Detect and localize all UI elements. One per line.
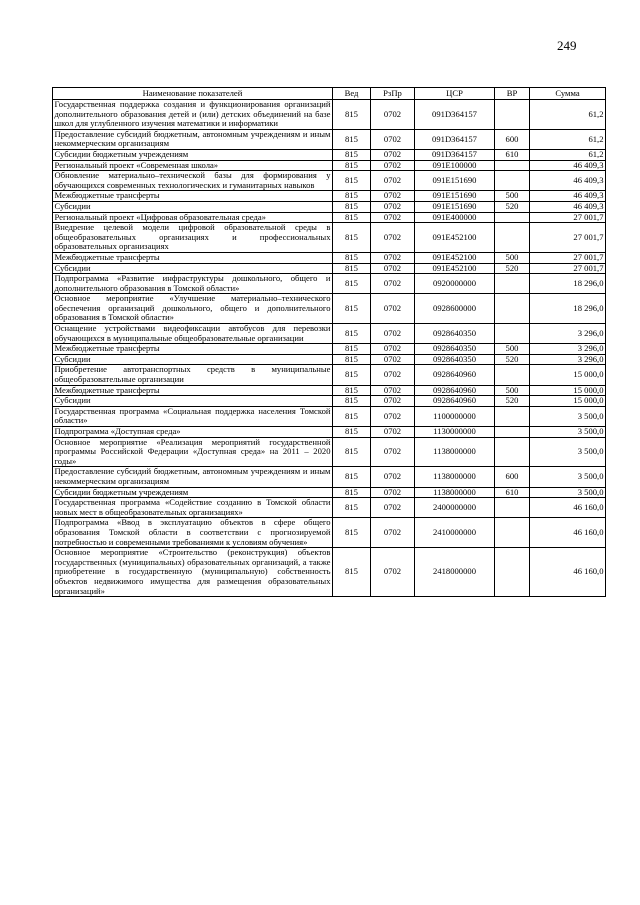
table-row xyxy=(53,252,606,263)
row-sum-cell: 15 000,0 xyxy=(530,365,606,385)
row-sum-cell: 18 296,0 xyxy=(530,274,606,294)
row-rzpr-cell: 0702 xyxy=(371,548,415,597)
row-ved-cell: 815 xyxy=(333,437,371,467)
row-rzpr-cell: 0702 xyxy=(371,324,415,344)
row-ved-cell: 815 xyxy=(333,518,371,548)
row-name-cell: Обновление материально–технической базы для формирования у обучающихся современных технологических и гуманитарных навыков xyxy=(54,170,331,190)
row-rzpr-cell: 0702 xyxy=(371,437,415,467)
row-name-cell: Региональный проект «Современная школа» xyxy=(53,160,333,171)
row-sum-cell: 27 001,7 xyxy=(530,263,606,274)
table-row xyxy=(53,100,606,130)
row-sum-cell: 3 500,0 xyxy=(530,406,606,426)
table-header-row xyxy=(53,88,606,100)
row-csr-cell: 091E452100 xyxy=(415,263,495,274)
row-ved-cell: 815 xyxy=(333,467,371,487)
row-sum-cell: 46 409,3 xyxy=(530,201,606,212)
row-vr-cell xyxy=(495,427,530,438)
row-csr-cell: 091D364157 xyxy=(415,100,495,130)
row-ved-cell: 815 xyxy=(333,498,371,518)
row-csr-cell: 0928640350 xyxy=(415,344,495,355)
column-header-rzpr: РзПр xyxy=(371,88,415,100)
row-name-cell: Региональный проект «Цифровая образовательная среда» xyxy=(53,212,333,223)
row-rzpr-cell: 0702 xyxy=(371,171,415,191)
row-csr-cell: 091D364157 xyxy=(415,149,495,160)
row-ved-cell: 815 xyxy=(333,385,371,396)
row-csr-cell: 0928600000 xyxy=(415,294,495,324)
row-rzpr-cell: 0702 xyxy=(371,365,415,385)
row-rzpr-cell: 0702 xyxy=(371,100,415,130)
row-name-cell: Субсидии xyxy=(53,396,333,407)
table-row xyxy=(53,129,606,149)
row-vr-cell: 500 xyxy=(495,385,530,396)
row-sum-cell: 27 001,7 xyxy=(530,252,606,263)
row-rzpr-cell: 0702 xyxy=(371,518,415,548)
table-row xyxy=(53,396,606,407)
table-row xyxy=(53,354,606,365)
row-sum-cell: 15 000,0 xyxy=(530,396,606,407)
row-vr-cell xyxy=(495,171,530,191)
row-name-cell: Приобретение автотранспортных средств в муниципальные общеобразовательные организации xyxy=(54,364,331,385)
row-name-cell: Государственная программа «Содействие созданию в Томской области новых мест в общеобразовательных организациях» xyxy=(54,497,331,517)
row-rzpr-cell: 0702 xyxy=(371,344,415,355)
row-csr-cell: 2418000000 xyxy=(415,548,495,597)
table-row xyxy=(53,406,606,426)
row-ved-cell: 815 xyxy=(333,344,371,355)
budget-table xyxy=(52,87,606,597)
row-rzpr-cell: 0702 xyxy=(371,294,415,324)
row-sum-cell: 46 409,3 xyxy=(530,191,606,202)
row-ved-cell: 815 xyxy=(333,487,371,498)
row-sum-cell: 46 160,0 xyxy=(530,518,606,548)
row-vr-cell xyxy=(495,160,530,171)
row-vr-cell: 500 xyxy=(495,252,530,263)
row-ved-cell: 815 xyxy=(333,406,371,426)
row-vr-cell xyxy=(495,548,530,597)
row-csr-cell: 1138000000 xyxy=(415,467,495,487)
row-ved-cell: 815 xyxy=(333,100,371,130)
row-csr-cell: 2400000000 xyxy=(415,498,495,518)
row-vr-cell: 600 xyxy=(495,467,530,487)
table-row xyxy=(53,427,606,438)
row-vr-cell xyxy=(495,498,530,518)
row-vr-cell xyxy=(495,274,530,294)
row-csr-cell: 091E452100 xyxy=(415,223,495,253)
row-sum-cell: 61,2 xyxy=(530,129,606,149)
row-csr-cell: 1100000000 xyxy=(415,406,495,426)
table-row xyxy=(53,498,606,518)
row-rzpr-cell: 0702 xyxy=(371,487,415,498)
row-ved-cell: 815 xyxy=(333,160,371,171)
row-vr-cell: 610 xyxy=(495,487,530,498)
row-rzpr-cell: 0702 xyxy=(371,212,415,223)
row-sum-cell: 27 001,7 xyxy=(530,223,606,253)
row-ved-cell: 815 xyxy=(333,365,371,385)
row-csr-cell: 091E100000 xyxy=(415,160,495,171)
row-vr-cell: 520 xyxy=(495,354,530,365)
row-ved-cell: 815 xyxy=(333,427,371,438)
row-rzpr-cell: 0702 xyxy=(371,467,415,487)
table-row xyxy=(53,437,606,467)
row-name-cell: Межбюджетные трансферты xyxy=(53,191,333,202)
table-row xyxy=(53,344,606,355)
column-header-ved: Вед xyxy=(333,88,371,100)
table-row xyxy=(53,149,606,160)
table-row xyxy=(53,212,606,223)
row-rzpr-cell: 0702 xyxy=(371,263,415,274)
row-vr-cell xyxy=(495,437,530,467)
row-sum-cell: 3 500,0 xyxy=(530,467,606,487)
row-rzpr-cell: 0702 xyxy=(371,498,415,518)
row-sum-cell: 3 500,0 xyxy=(530,427,606,438)
table-row xyxy=(53,294,606,324)
row-name-cell: Основное мероприятие «Улучшение материально–технического обеспечения организаций дошкольного, общего и дополнительного образования в Томской области» xyxy=(54,293,331,323)
row-rzpr-cell: 0702 xyxy=(371,160,415,171)
table-row xyxy=(53,365,606,385)
row-name-cell: Субсидии бюджетным учреждениям xyxy=(53,487,333,498)
page-number: 249 xyxy=(557,38,577,53)
row-ved-cell: 815 xyxy=(333,274,371,294)
row-name-cell: Подпрограмма «Развитие инфраструктуры дошкольного, общего и дополнительного образования в Томской области» xyxy=(54,273,331,293)
row-csr-cell: 0928640960 xyxy=(415,385,495,396)
row-csr-cell: 0928640960 xyxy=(415,396,495,407)
row-name-cell: Государственная программа «Социальная поддержка населения Томской области» xyxy=(54,405,331,426)
row-csr-cell: 0928640350 xyxy=(415,354,495,365)
column-header-sum: Сумма xyxy=(530,88,606,100)
row-csr-cell: 1138000000 xyxy=(415,487,495,498)
row-vr-cell: 520 xyxy=(495,396,530,407)
row-sum-cell: 61,2 xyxy=(530,149,606,160)
row-rzpr-cell: 0702 xyxy=(371,406,415,426)
row-rzpr-cell: 0702 xyxy=(371,396,415,407)
row-sum-cell: 46 409,3 xyxy=(530,160,606,171)
row-ved-cell: 815 xyxy=(333,294,371,324)
row-csr-cell: 0928640960 xyxy=(415,365,495,385)
table-row xyxy=(53,201,606,212)
row-sum-cell: 3 296,0 xyxy=(530,344,606,355)
row-rzpr-cell: 0702 xyxy=(371,149,415,160)
table-row xyxy=(53,223,606,253)
row-rzpr-cell: 0702 xyxy=(371,252,415,263)
row-csr-cell: 0928640350 xyxy=(415,324,495,344)
row-vr-cell xyxy=(495,518,530,548)
row-name-cell: Предоставление субсидий бюджетным, автономным учреждениям и иным некоммерческим организациям xyxy=(54,466,331,486)
column-header-csr: ЦСР xyxy=(415,88,495,100)
row-vr-cell: 500 xyxy=(495,344,530,355)
row-sum-cell: 3 500,0 xyxy=(530,487,606,498)
row-sum-cell: 3 296,0 xyxy=(530,354,606,365)
row-rzpr-cell: 0702 xyxy=(371,191,415,202)
row-name-cell: Оснащение устройствами видеофиксации автобусов для перевозки обучающихся в муниципальные общеобразовательные организации xyxy=(54,323,331,343)
row-ved-cell: 815 xyxy=(333,171,371,191)
row-rzpr-cell: 0702 xyxy=(371,385,415,396)
row-sum-cell: 3 500,0 xyxy=(530,437,606,467)
row-ved-cell: 815 xyxy=(333,149,371,160)
row-ved-cell: 815 xyxy=(333,548,371,597)
row-csr-cell: 1138000000 xyxy=(415,437,495,467)
row-vr-cell: 520 xyxy=(495,201,530,212)
row-rzpr-cell: 0702 xyxy=(371,427,415,438)
table-row xyxy=(53,324,606,344)
row-vr-cell xyxy=(495,324,530,344)
row-sum-cell: 61,2 xyxy=(530,100,606,130)
row-csr-cell: 091E452100 xyxy=(415,252,495,263)
table-row xyxy=(53,548,606,597)
row-ved-cell: 815 xyxy=(333,252,371,263)
row-name-cell: Основное мероприятие «Строительство (реконструкция) объектов государственных (муниципальных) образовательных организаций, а также приобретение в государственную (муниципальную) собственность объектов недвижимого имущества для размещения образовательных организаций» xyxy=(54,547,331,596)
table-row xyxy=(53,263,606,274)
row-name-cell: Государственная поддержка создания и функционирования организаций дополнительного образования детей и (или) детских объединений на базе школ для углубленного изучения математики и информатики xyxy=(54,99,331,129)
table-row xyxy=(53,160,606,171)
row-name-cell: Внедрение целевой модели цифровой образовательной среды в общеобразовательных организациях и профессиональных образовательных организациях xyxy=(54,222,331,252)
row-name-cell: Подпрограмма «Ввод в эксплуатацию объектов в сфере общего образования Томской области в соответствии с прогнозируемой потребностью и современными требованиями к условиям обучения» xyxy=(54,517,331,547)
row-vr-cell: 600 xyxy=(495,129,530,149)
row-ved-cell: 815 xyxy=(333,324,371,344)
row-name-cell: Межбюджетные трансферты xyxy=(53,344,333,355)
row-rzpr-cell: 0702 xyxy=(371,354,415,365)
row-vr-cell xyxy=(495,406,530,426)
row-vr-cell xyxy=(495,100,530,130)
row-ved-cell: 815 xyxy=(333,354,371,365)
row-vr-cell xyxy=(495,223,530,253)
row-ved-cell: 815 xyxy=(333,223,371,253)
table-row xyxy=(53,191,606,202)
row-ved-cell: 815 xyxy=(333,129,371,149)
row-name-cell: Подпрограмма «Доступная среда» xyxy=(53,427,333,438)
row-name-cell: Субсидии xyxy=(53,201,333,212)
row-name-cell: Предоставление субсидий бюджетным, автономным учреждениям и иным некоммерческим организациям xyxy=(54,128,331,149)
row-csr-cell: 1130000000 xyxy=(415,427,495,438)
table-row xyxy=(53,171,606,191)
row-sum-cell: 15 000,0 xyxy=(530,385,606,396)
row-rzpr-cell: 0702 xyxy=(371,274,415,294)
row-name-cell: Субсидии xyxy=(53,263,333,274)
table-row xyxy=(53,518,606,548)
row-sum-cell: 46 160,0 xyxy=(530,498,606,518)
row-vr-cell: 520 xyxy=(495,263,530,274)
column-header-name: Наименование показателей xyxy=(53,88,333,100)
row-csr-cell: 091E151690 xyxy=(415,171,495,191)
row-vr-cell xyxy=(495,294,530,324)
row-name-cell: Межбюджетные трансферты xyxy=(53,252,333,263)
row-csr-cell: 091D364157 xyxy=(415,129,495,149)
row-sum-cell: 27 001,7 xyxy=(530,212,606,223)
row-rzpr-cell: 0702 xyxy=(371,223,415,253)
row-ved-cell: 815 xyxy=(333,201,371,212)
row-csr-cell: 2410000000 xyxy=(415,518,495,548)
row-sum-cell: 3 296,0 xyxy=(530,324,606,344)
row-csr-cell: 091E400000 xyxy=(415,212,495,223)
column-header-vr: ВР xyxy=(495,88,530,100)
row-rzpr-cell: 0702 xyxy=(371,201,415,212)
row-csr-cell: 091E151690 xyxy=(415,191,495,202)
row-sum-cell: 18 296,0 xyxy=(530,294,606,324)
row-name-cell: Межбюджетные трансферты xyxy=(53,385,333,396)
row-sum-cell: 46 409,3 xyxy=(530,171,606,191)
row-rzpr-cell: 0702 xyxy=(371,129,415,149)
row-ved-cell: 815 xyxy=(333,396,371,407)
row-csr-cell: 0920000000 xyxy=(415,274,495,294)
row-sum-cell: 46 160,0 xyxy=(530,548,606,597)
row-vr-cell xyxy=(495,365,530,385)
row-name-cell: Субсидии бюджетным учреждениям xyxy=(53,149,333,160)
row-vr-cell: 610 xyxy=(495,149,530,160)
table-row xyxy=(53,274,606,294)
row-name-cell: Субсидии xyxy=(53,354,333,365)
row-name-cell: Основное мероприятие «Реализация мероприятий государственной программы Российской Федерации «Доступная среда» на 2011 – 2020 годы» xyxy=(54,436,331,466)
table-row xyxy=(53,487,606,498)
row-ved-cell: 815 xyxy=(333,263,371,274)
row-vr-cell: 500 xyxy=(495,191,530,202)
table-row xyxy=(53,385,606,396)
row-ved-cell: 815 xyxy=(333,212,371,223)
row-vr-cell xyxy=(495,212,530,223)
row-csr-cell: 091E151690 xyxy=(415,201,495,212)
table-row xyxy=(53,467,606,487)
row-ved-cell: 815 xyxy=(333,191,371,202)
